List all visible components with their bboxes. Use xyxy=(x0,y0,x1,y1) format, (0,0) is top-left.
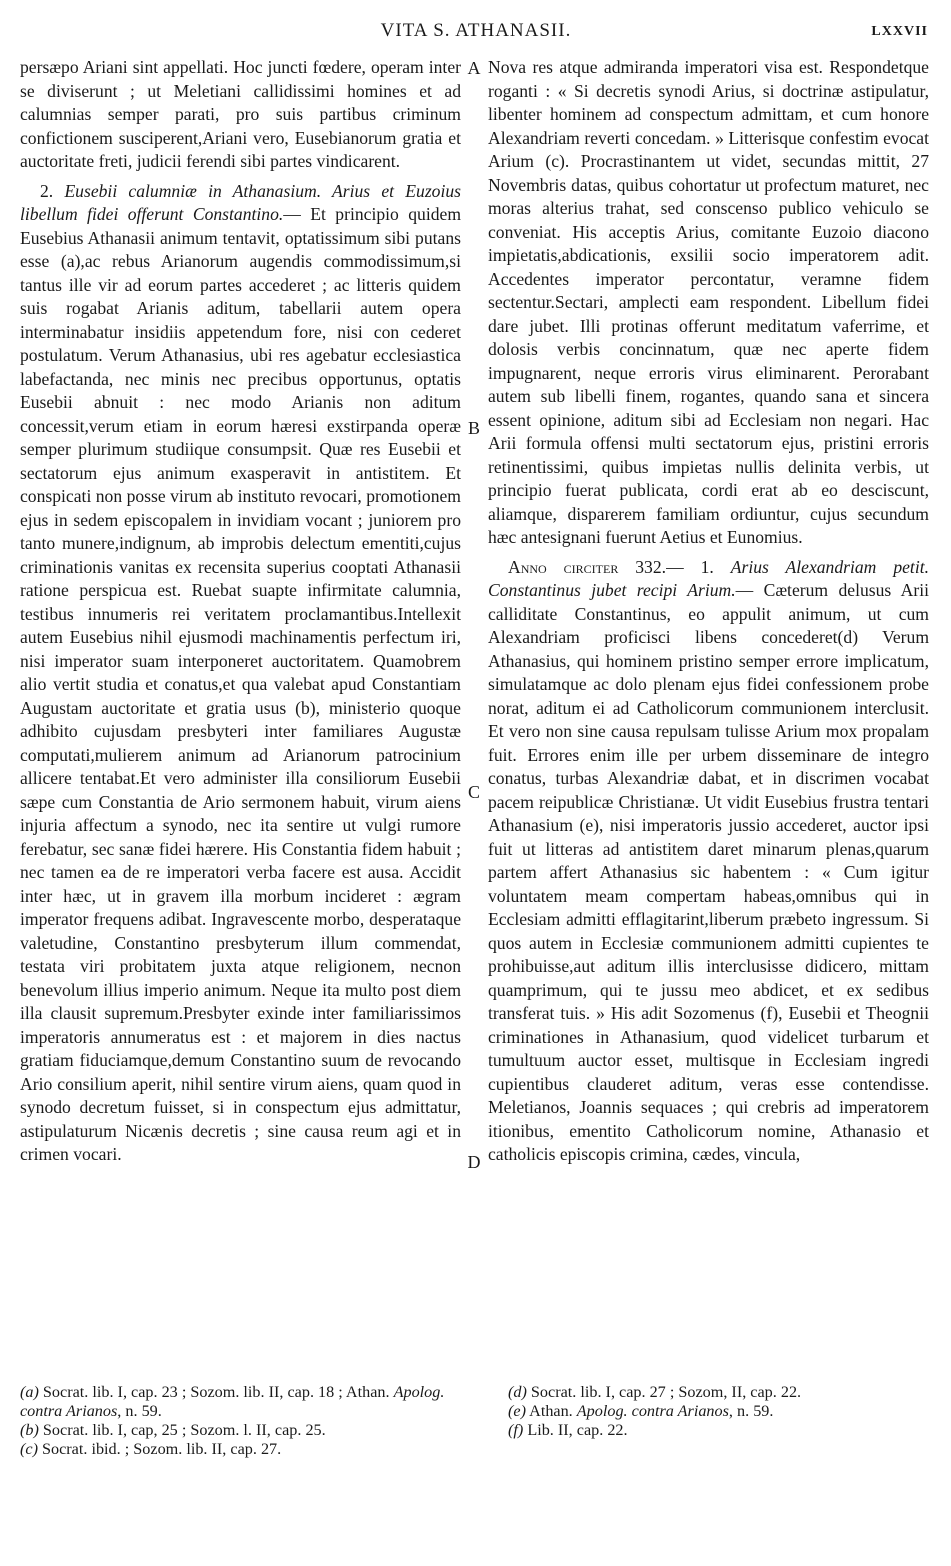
section-heading: Eusebii calumniæ in Athanasium. Arius et Euzoius libellum fidei offerunt Constantino. xyxy=(20,180,461,224)
margin-marker-c: C xyxy=(467,782,480,802)
footnotes-right xyxy=(508,1383,928,1440)
paragraph: Nova res atque admiranda imperatori visa est. Respondetque roganti : « Si decretis synodi Arius, si doctrinæ astipulatur, libenter hominem ad conspectum admittam, et cum honore Alexandriam reverti concedam. » Litterisque confestim evocat Arium (c). Procrastinantem ut videt, secundas mittit, 27 Novembris datas, quibus cohortatur ut profectum maturet, nec moras alterius trahat, sed conscenso publico vehiculo se conveniat. His acceptis Arius, comitante Euzoio diacono impietatis,abdicationis, exsilii socio imperatorem adit. Accedentes imperator percontatur, veramne fidem sectentur.Sectari, amplecti eam respondent. Libellum fidei dare jubet. Illi protinas offerunt meditatum vaferrime, et dolosis verbis concinnatum, quæ nec aperte fidem impugnarent, neque erroris virus eliminarent. Perorabant autem sub libelli finem, rogantes, quando sana et sincera essent opinione, aditum sibi ad Ecclesiam non negari. Hac Arii formula offensi multi sectatorum ejus, pristini erroris retinentissimi, quibus impietas nullis delinita verbis, ut principio fuerat publicata, cordi erat ab eo desciscunt, aliamque, disparerem familiam ordiuntur, cujus secundum hæc antesignani fuerunt Aetius et Eunomius. xyxy=(488,57,929,547)
footnote: (a) Socrat. lib. I, cap. 23 ; Sozom. lib. II, cap. 18 ; Athan. Apolog. contra Arianos, n. 59. xyxy=(20,1383,445,1420)
footnote: (d) Socrat. lib. I, cap. 27 ; Sozom, II, cap. 22. xyxy=(508,1383,802,1401)
running-title: VITA S. ATHANASII. xyxy=(380,20,572,41)
right-column xyxy=(488,56,929,1167)
margin-marker-b: B xyxy=(467,418,480,438)
paragraph-text: — Cæterum delusus Arii calliditate Constantinus, eo appulit animum, ut cum Alexandriam proficisci libens concederet(d) Verum Athanasius, qui hominem pristino semper errore implicatum, simulatamque ac dolo plenam ejus fidei confessionem probe norat, aditum ei ad Catholicorum communionem interclusit. Et vero non sine causa repulsam tulisse Arium mox propalam fuit. Errores enim ille per urbem disseminare de integro conatus, turbas Alexandriæ dabat, et in discrimen vocabat pacem reipublicæ Christianæ. Ut vidit Eusebius frustra tentari Athanasium (e), nisi imperatoris jussio accederet, auctor ipsi fuit ut litteras ad antistitem daret minarum plenas,quarum partem affert Athanasius sic habentem : « Cum igitur voluntatem meam compertam habeas,omnibus qui in Ecclesiam admitti efflagitarint,liberum præbeto ingressum. Si quos autem in Ecclesiæ communionem admitti cupientes te prohibuisse,aut aditum illis interclusisse didicero, mittam quamprimum, qui te jussu meo abdicet, et ex sedibus transferat tuis. » His adit Sozomenus (f), Eusebii et Theognii criminationes in Athanasium, quod videlicet turbarum et tumultuum auctor esset, multisque in Ecclesiam ingredi cupientibus clauderet aditum, veras esse contendisse. Meletianos, Joannis sequaces ; qui crebris ad imperatorem itionibus, ementito Catholicorum nomine, Athanasio et catholicis episcopis crimina, cædes, vincula, xyxy=(488,580,929,1164)
section-number: — 1. xyxy=(666,556,714,577)
paragraph-text: — Et principio quidem Eusebius Athanasii animum tentavit, optatissimum sibi putans esse (a),ac rebus Arianorum augendis commodissimum,si tantus ille vir ad eorum partes accederet ; ac litteris quidem suis rogabat Arianis aditum, tabellarii autem opera interminabatur insidiis appetendum fore, nisi con cederet postulatum. Verum Athanasius, ubi res agebatur ecclesiastica labefactanda, nec minis nec precibus opportunus, optatis Eusebii abnuit : nec modo Arianis non aditum concessit,verum etiam in eorum hæresi exstirpanda operæ semper plurimum studiique consumpsit. Quæ res Eusebii et sectatorum ejus animum exasperavit in antistitem. Et conspicati non posse virum ab instituto revocari, promotionem ejus in sedem episcopalem in invidiam vocant ; juniorem pro tanto munere,indignum, ab improbis delectum ementiti,cujus criminationis vanitas ex recensita superius cooptati Athanasii ratione perspicua est. Ruebat suapte infirmitate calumnia, testibus innumeris rei veritatem proclamantibus.Intellexit autem Eusebius nihil ejusmodi machinamentis perfectum iri, nisi imperator suam interponeret auctoritatem. Quamobrem alio vertit studia et conatus,et qua valebat apud Constantiam Augustam auctoritate et gratia usus (b), ministerio quoque adhibito cujusdam presbyteri inter familiares Augustæ computati,mulierem animum ad Arianorum patrocinium allicere tentabat.Et vero administer illa consiliorum Eusebii sæpe cum Constantia de Ario sermonem habuit, virum aiens injuria affectum a synodo, nec ita sentire ut vulgi rumore ferebatur, sec sanæ fidei hærere. His Constantia fidem habuit ; nec tamen ea de re imperatori verba facere est ausa. Accidit inter hæc, ut in gravem illa morbum incideret : ægram imperator frequens adibat. Ingravescente morbo, desperataque valetudine, Constantino presbyterum illum commendat, testata viri probitatem juxta atque religionem, necnon benevolum illius imperio animum. Neque ita multo post diem illa clausit supremum.Presbyter exinde inter familiarissimos imperatoris annumeratus est : et majorem in dies nactus gratiam fiduciamque,demum Constantino suum de revocando Ario consilium aperit, nihil sentire virum aiens, quam quod in synodo decretum fuisset, si in conspectum ejus admittatur, astipulaturum Nicænis decretis ; sine causa reum agi et in crimen vocari. xyxy=(20,204,462,1164)
left-column xyxy=(20,56,461,1167)
section-number: 2. xyxy=(40,180,54,201)
year-label: Anno circiter 332. xyxy=(508,556,667,577)
footnote: (e) Athan. Apolog. contra Arianos, n. 59. xyxy=(508,1402,774,1420)
footnote: (c) Socrat. ibid. ; Sozom. lib. II, cap. 27. xyxy=(20,1440,282,1458)
page-number: LXXVII xyxy=(871,24,928,39)
paragraph: persæpo Ariani sint appellati. Hoc juncti fœdere, operam inter se diviserunt ; ut Meletiani callidissimi homines et ad calumnias semper parati, pro suis partibus criminum confictionem susciperent,Ariani vero, Eusebianorum gratia et auctoritate freti, judicii ferendi sibi partes vindicarent. xyxy=(20,57,461,171)
margin-marker-d: D xyxy=(467,1152,481,1172)
section-paragraph xyxy=(488,556,929,1167)
page-header xyxy=(22,6,930,46)
section-heading: Arius Alexandriam petit. Constantinus jubet recipi Arium. xyxy=(488,556,929,600)
section-paragraph xyxy=(20,180,461,1167)
footnote: (f) Lib. II, cap. 22. xyxy=(508,1421,628,1439)
margin-marker-a: A xyxy=(467,58,481,78)
footnote: (b) Socrat. lib. I, cap, 25 ; Sozom. l. II, cap. 25. xyxy=(20,1421,326,1439)
footnotes-left xyxy=(20,1383,461,1459)
